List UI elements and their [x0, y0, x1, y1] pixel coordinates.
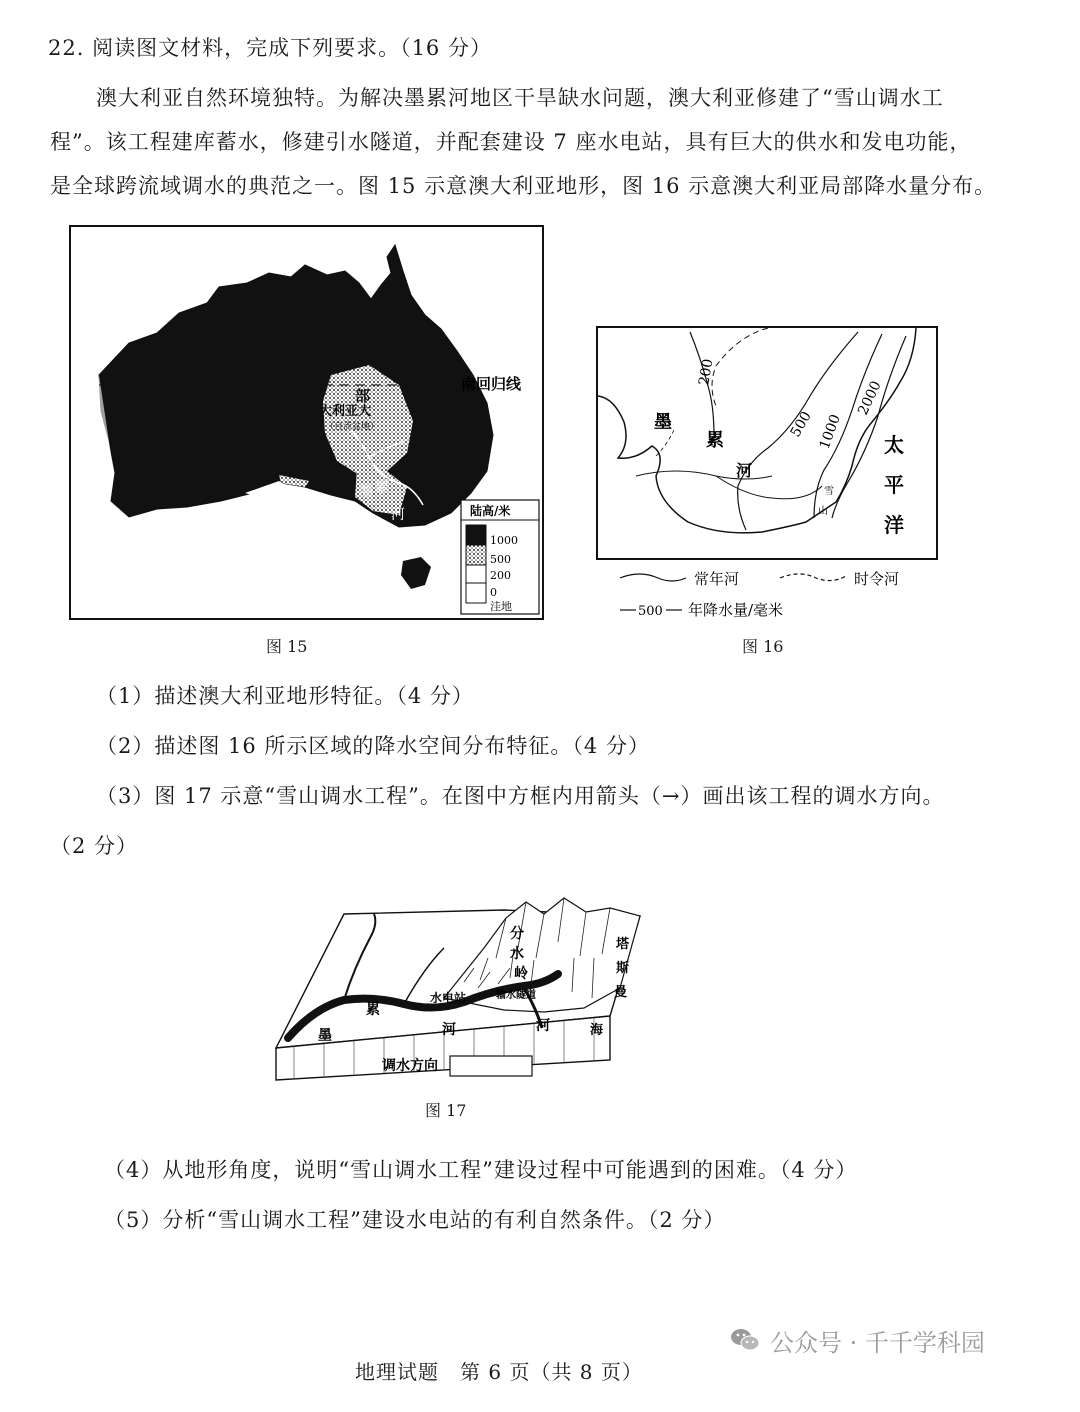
- subquestion-1: （1）描述澳大利亚地形特征。（4 分）: [96, 684, 474, 708]
- legend-1000: 1000: [490, 534, 518, 547]
- divide-char-2: 水: [510, 946, 524, 962]
- direction-label: 调水方向: [382, 1058, 438, 1074]
- station-label: 水电站: [430, 991, 467, 1005]
- legend-perennial: 常年河: [694, 570, 740, 588]
- intro-line-3: 是全球跨流域调水的典范之一。图 15 示意澳大利亚地形，图 16 示意澳大利亚局部降水量分布。: [50, 174, 997, 198]
- sea-char-3: 曼: [614, 985, 628, 1000]
- wechat-icon: [730, 1327, 760, 1353]
- figure-17-block-diagram: [274, 888, 644, 1083]
- figure-16-caption: 图 16: [742, 637, 784, 656]
- fig17-murray-char-3: 河: [442, 1022, 456, 1038]
- sea-char-2: 斯: [616, 961, 630, 976]
- legend-200: 200: [490, 569, 511, 582]
- fig16-river-char-3: 河: [736, 461, 753, 480]
- question-title: 22. 阅读图文材料，完成下列要求。（16 分）: [48, 36, 492, 60]
- basin-label: 大利亚大: [319, 404, 372, 419]
- isohyet-1000: 1000: [816, 412, 844, 452]
- region-char: 部: [355, 387, 371, 405]
- fig16-small-1: 雪: [824, 486, 834, 497]
- sea-char-4: 海: [590, 1023, 604, 1038]
- legend-500: 500: [490, 553, 511, 566]
- isohyet-500: 500: [787, 408, 815, 440]
- fig16-river-char-2: 累: [706, 430, 724, 451]
- legend-title: 陆高/米: [470, 504, 511, 518]
- subquestion-5: （5）分析“雪山调水工程”建设水电站的有利自然条件。（2 分）: [104, 1208, 726, 1232]
- legend-depression: 洼地: [490, 600, 512, 613]
- subquestion-4: （4）从地形角度，说明“雪山调水工程”建设过程中可能遇到的困难。（4 分）: [104, 1158, 858, 1182]
- page-footer: 地理试题 第 6 页（共 8 页）: [355, 1360, 643, 1384]
- fig15-river-char-2: 累: [375, 481, 389, 497]
- watermark: [730, 1318, 985, 1362]
- legend-isohyet-value: 500: [638, 604, 663, 619]
- figure-15-caption: 图 15: [266, 637, 308, 656]
- legend-isohyet: 年降水量/毫米: [688, 601, 784, 619]
- sea-char-1: 塔: [616, 937, 630, 952]
- fig17-river2-char: 河: [536, 1018, 550, 1034]
- ocean-char-2: 平: [884, 473, 904, 497]
- intro-line-1: 澳大利亚自然环境独特。为解决墨累河地区干旱缺水问题，澳大利亚修建了“雪山调水工: [96, 86, 944, 110]
- ocean-char-3: 洋: [884, 513, 904, 537]
- isohyet-200: 200: [696, 357, 717, 387]
- figure-17-caption: 图 17: [425, 1101, 467, 1120]
- ocean-char-1: 太: [884, 433, 904, 457]
- figure-16-legend: [610, 566, 940, 626]
- fig16-small-2: 山: [818, 506, 828, 517]
- figure-15-terrain-map: [69, 225, 544, 620]
- tunnel-label: 输水隧道: [496, 990, 536, 1001]
- subquestion-2: （2）描述图 16 所示区域的降水空间分布特征。（4 分）: [96, 734, 650, 758]
- tropic-label: 南回归线: [461, 375, 522, 393]
- watermark-text: 公众号 · 千千学科园: [770, 1328, 985, 1357]
- subquestion-3: （3）图 17 示意“雪山调水工程”。在图中方框内用箭头（→）画出该工程的调水方向。: [96, 784, 945, 808]
- fig17-murray-char-2: 累: [366, 1002, 380, 1018]
- figure-16-precipitation-map: [596, 326, 938, 560]
- legend-0: 0: [490, 586, 497, 599]
- subquestion-3-score: （2 分）: [50, 834, 139, 858]
- divide-char-1: 分: [510, 926, 524, 942]
- fig16-river-char-1: 墨: [654, 412, 672, 433]
- legend-seasonal: 时令河: [854, 570, 900, 588]
- isohyet-2000: 2000: [855, 378, 885, 418]
- divide-char-3: 岭: [514, 966, 528, 982]
- intro-line-2: 程”。该工程建库蓄水，修建引水隧道，并配套建设 7 座水电站，具有巨大的供水和发电功能，: [50, 130, 972, 154]
- fig17-murray-char-1: 墨: [318, 1028, 332, 1044]
- fig15-legend: [461, 500, 539, 614]
- fig15-river-char-1: 墨: [359, 485, 373, 501]
- direction-answer-box[interactable]: [450, 1056, 532, 1076]
- fig15-river-char-3: 河: [391, 507, 405, 523]
- basin-small: （自流盆地）: [325, 422, 380, 432]
